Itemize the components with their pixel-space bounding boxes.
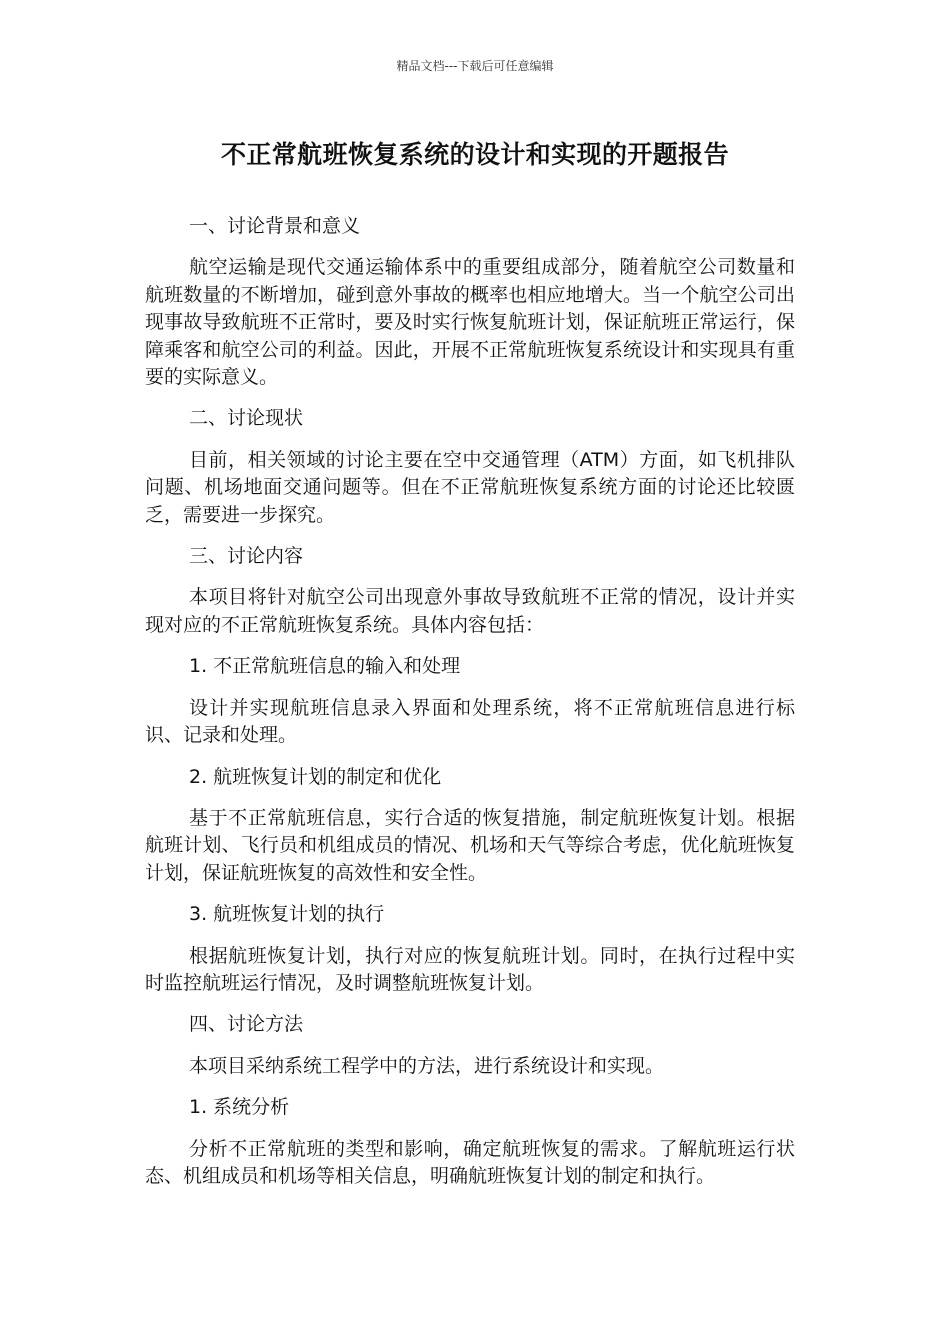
- section-heading-content: 三、讨论内容: [189, 545, 304, 568]
- document-body: [145, 213, 795, 1190]
- paragraph-status: 目前，相关领域的讨论主要在空中交通管理（ATM）方面，如飞机排队问题、机场地面交通问题等。但在不正常航班恢复系统方面的讨论还比较匮乏，需要进一步探究。: [145, 448, 795, 526]
- section-heading-status: 二、讨论现状: [189, 407, 304, 430]
- subheading-plan-optimization: 2. 航班恢复计划的制定和优化: [189, 765, 442, 788]
- section-heading-background: 一、讨论背景和意义: [189, 215, 361, 237]
- paragraph-input-processing: 设计并实现航班信息录入界面和处理系统，将不正常航班信息进行标识、记录和处理。: [145, 696, 795, 747]
- subheading-plan-execution: 3. 航班恢复计划的执行: [189, 903, 385, 926]
- document-title: 不正常航班恢复系统的设计和实现的开题报告: [220, 140, 729, 169]
- paragraph-background: 航空运输是现代交通运输体系中的重要组成部分，随着航空公司数量和航班数量的不断增加，碰到意外事故的概率也相应地增大。当一个航空公司出现事故导致航班不正常时，要及时实行恢复航班计划，保证航班正常运行，保障乘客和航空公司的利益。因此，开展不正常航班恢复系统设计和实现具有重要的实际意义。: [145, 256, 795, 389]
- header-note: 精品文档---下载后可任意编辑: [396, 59, 554, 73]
- paragraph-method: 本项目采纳系统工程学中的方法，进行系统设计和实现。: [189, 1054, 665, 1077]
- paragraph-content: 本项目将针对航空公司出现意外事故导致航班不正常的情况，设计并实现对应的不正常航班恢复系统。具体内容包括：: [145, 586, 795, 636]
- paragraph-system-analysis: 分析不正常航班的类型和影响，确定航班恢复的需求。了解航班运行状态、机组成员和机场等相关信息，明确航班恢复计划的制定和执行。: [145, 1137, 795, 1187]
- subheading-system-analysis: 1. 系统分析: [189, 1096, 290, 1119]
- paragraph-plan-execution: 根据航班恢复计划，执行对应的恢复航班计划。同时，在执行过程中实时监控航班运行情况，及时调整航班恢复计划。: [145, 944, 795, 994]
- paragraph-plan-optimization: 基于不正常航班信息，实行合适的恢复措施，制定航班恢复计划。根据航班计划、飞行员和机组成员的情况、机场和天气等综合考虑，优化航班恢复计划，保证航班恢复的高效性和安全性。: [145, 806, 795, 884]
- subheading-input-processing: 1. 不正常航班信息的输入和处理: [189, 655, 461, 678]
- section-heading-method: 四、讨论方法: [189, 1013, 304, 1036]
